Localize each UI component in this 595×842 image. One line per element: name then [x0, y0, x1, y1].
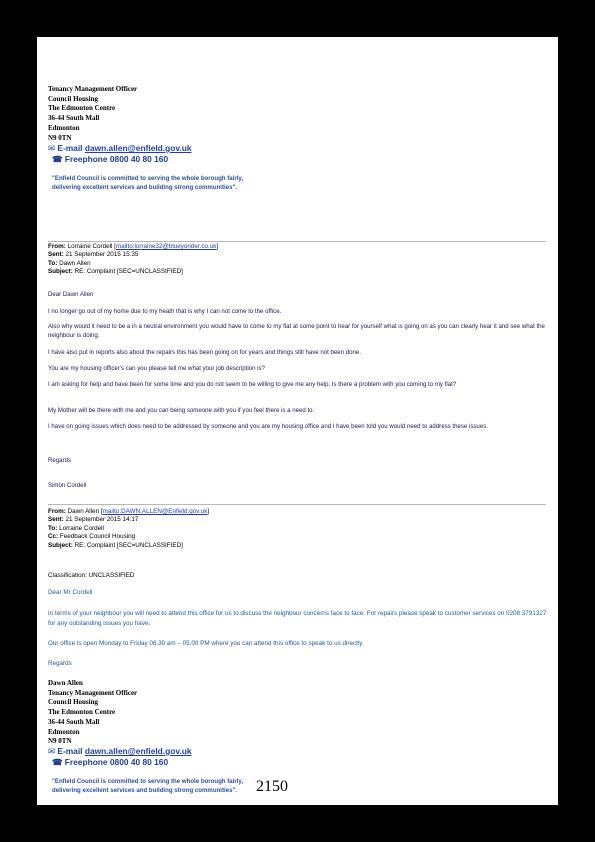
motto-line: delivering excellent services and building strong communities".	[52, 786, 238, 794]
email-label: E-mail	[57, 143, 83, 153]
email1-paragraph: I have on going issues which does need to be addressed by someone and you are my housing office and I have been told you would need to address these issues.	[48, 423, 488, 430]
sig-line: The Edmonton Centre	[48, 708, 116, 717]
sig-line: N9 0TN	[48, 133, 72, 142]
motto-line: "Enfield Council is committed to serving the whole borough fairly,	[52, 175, 244, 182]
page-number: 2150	[256, 778, 288, 795]
sig2-motto	[52, 778, 243, 796]
email1-signoff: Simon Cordell	[48, 482, 87, 489]
from-name: Lorraine Cordell	[67, 243, 113, 250]
phone-icon: ☎	[52, 757, 63, 767]
sig-line: The Edmonton Centre	[48, 104, 116, 113]
sig1-motto	[52, 175, 243, 193]
envelope-icon: ✉	[48, 746, 56, 756]
to-name: Dawn Allen	[59, 259, 91, 267]
phone-icon: ☎	[52, 154, 63, 164]
email1-regards: Regards	[48, 457, 72, 464]
sig-line: Council Housing	[48, 698, 98, 707]
sig2-phone-row	[52, 757, 168, 767]
email-link[interactable]: dawn.allen@enfield.gov.uk	[84, 143, 192, 153]
email2-greeting: Dear Mr Cordell	[48, 589, 93, 596]
email-label: E-mail	[57, 746, 83, 756]
sent-label: Sent:	[48, 251, 64, 259]
email1-paragraph: I have also put in reports also about the repairs this has been going on for years and things still have not been done.	[48, 349, 362, 356]
envelope-icon: ✉	[48, 143, 56, 153]
from-name: Dawn Allen	[67, 508, 100, 515]
cc-name: Feedback Council Housing	[59, 533, 136, 541]
document-page	[37, 37, 558, 805]
email2-paragraph: Our office is open Monday to Friday 08.30 am – 05.00 PM where you can attend this office to speak to us directly.	[48, 640, 364, 647]
classification-label: Classification: UNCLASSIFIED	[48, 572, 135, 579]
signature-address-2	[48, 679, 137, 747]
email1-paragraph: Also why would it need to be a in a neutral environment you would have to come to my flat at some point to hear for yourself what is going on as you can clearly hear it and see what the neighbour is doing.	[48, 323, 545, 339]
email1-greeting: Dear Dawn Allen	[48, 291, 94, 298]
motto-line: delivering excellent services and building strong communities".	[52, 183, 238, 191]
sent-date: 21 September 2015 14:17	[65, 516, 139, 524]
phone-label: Freephone 0800 40 80 160	[64, 154, 169, 164]
email1-paragraph: My Mother will be there with me and you can being someone with you if you feel there is a need to.	[48, 407, 315, 414]
motto-line: "Enfield Council is committed to serving the whole borough fairly,	[52, 778, 244, 785]
sent-date: 21 September 2015 15:35	[65, 251, 139, 259]
email1-paragraph: You are my housing officer's can you please tell me what your job description is?	[48, 365, 265, 372]
divider	[48, 504, 546, 505]
email-link[interactable]: dawn.allen@enfield.gov.uk	[84, 746, 192, 756]
signature-address-1	[48, 85, 137, 143]
email1-header: From: Lorraine Cordell [mailto:lorraine32@blueyonder.co.uk] Sent: 21 September 2015 15:35 To: Dawn Allen Subject: RE: Complaint [SEC=UNCLASSIFIED]	[48, 243, 219, 276]
sig-line: Tenancy Management Officer	[48, 85, 138, 93]
divider	[48, 241, 546, 242]
subject-text: RE: Complaint [SEC=UNCLASSIFIED]	[74, 268, 183, 276]
email1-paragraph: I am asking for help and have been for some time and you do not seem to be willing to give me any help. Is there a problem with you coming to my flat?	[48, 381, 457, 388]
email2-regards: Regards	[48, 660, 72, 667]
subject-label: Subject:	[48, 268, 73, 276]
to-name: Lorraine Cordell	[59, 524, 104, 532]
sig-line: Council Housing	[48, 94, 98, 103]
from-label: From:	[48, 243, 66, 250]
sig-line: Tenancy Management Officer	[48, 688, 138, 697]
subject-text: RE: Complaint [SEC=UNCLASSIFIED]	[74, 541, 183, 549]
to-label: To:	[48, 259, 58, 267]
from-mailto-link[interactable]: mailto:DAWN.ALLEN@Enfield.gov.uk	[102, 508, 208, 515]
sig-line: Edmonton	[48, 727, 80, 736]
sig1-phone-row	[52, 154, 168, 164]
sig-line: Edmonton	[48, 123, 80, 132]
sig-line: 36-44 South Mall	[48, 114, 100, 123]
sig-line: N9 0TN	[48, 737, 72, 746]
cc-label: Cc:	[48, 533, 59, 541]
sig2-email-row	[48, 746, 192, 756]
sig-line: Dawn Allen	[48, 679, 83, 687]
email1-paragraph: I no longer go out of my home due to my heath that is why I can not come to the office.	[48, 308, 282, 315]
sig-line: 36-44 South Mall	[48, 717, 100, 726]
sig1-email-row	[48, 143, 192, 153]
from-label: From:	[48, 508, 66, 515]
to-label: To:	[48, 524, 58, 532]
subject-label: Subject:	[48, 541, 73, 549]
email2-header: From: Dawn Allen [mailto:DAWN.ALLEN@Enfield.gov.uk] Sent: 21 September 2015 14:17 To: Lorraine Cordell Cc: Feedback Council Housing Subject: RE: Complaint [SEC=UNCLASSIFIED]	[48, 508, 210, 549]
email2-paragraph: In terms of your neighbour you will need to attend this office for us to discuss the neighbour concerns face to face. For repairs please speak to customer services on 0208 3791327 for any outstanding issues you have.	[48, 610, 547, 627]
phone-label: Freephone 0800 40 80 160	[64, 757, 169, 767]
from-mailto-link[interactable]: mailto:lorraine32@blueyonder.co.uk	[115, 243, 217, 250]
sent-label: Sent:	[48, 516, 64, 524]
